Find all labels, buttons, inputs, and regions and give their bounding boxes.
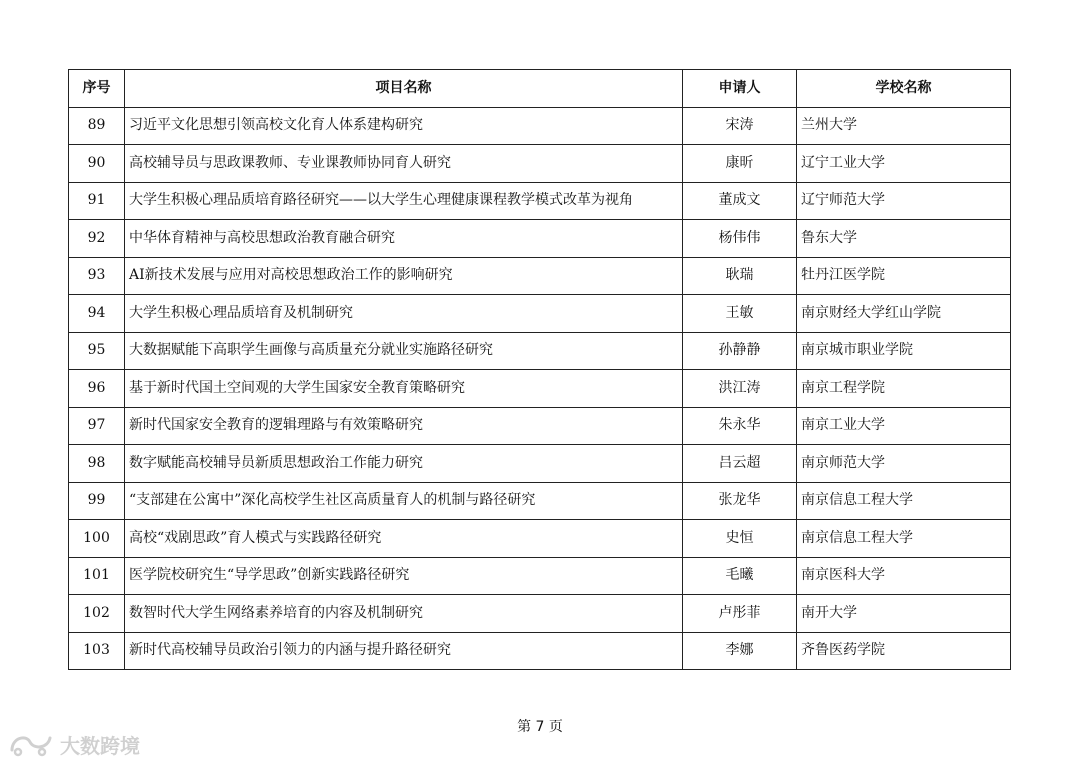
cell-school: 南京医科大学 [797,557,1011,595]
table-row [69,182,1011,220]
cell-school: 南京工程学院 [797,370,1011,408]
cell-name: 医学院校研究生“导学思政”创新实践路径研究 [125,557,683,595]
logo-icon [8,730,54,758]
table-row [69,595,1011,633]
cell-no: 89 [69,107,125,145]
cell-applicant: 董成文 [683,182,797,220]
cell-school: 兰州大学 [797,107,1011,145]
page-number: 第 7 页 [517,719,563,735]
table-row [69,520,1011,558]
cell-name: 大数据赋能下高职学生画像与高质量充分就业实施路径研究 [125,332,683,370]
table-row [69,632,1011,670]
cell-name: 高校辅导员与思政课教师、专业课教师协同育人研究 [125,145,683,183]
cell-name: 中华体育精神与高校思想政治教育融合研究 [125,220,683,258]
cell-name: “支部建在公寓中”深化高校学生社区高质量育人的机制与路径研究 [125,482,683,520]
cell-applicant: 吕云超 [683,445,797,483]
header-no: 序号 [69,70,125,108]
cell-applicant: 史恒 [683,520,797,558]
cell-school: 南京财经大学红山学院 [797,295,1011,333]
table-row [69,370,1011,408]
cell-no: 94 [69,295,125,333]
cell-applicant: 洪江涛 [683,370,797,408]
table-row [69,407,1011,445]
cell-name: 大学生积极心理品质培育路径研究——以大学生心理健康课程教学模式改革为视角 [125,182,683,220]
cell-applicant: 杨伟伟 [683,220,797,258]
cell-name: 大学生积极心理品质培育及机制研究 [125,295,683,333]
cell-applicant: 卢彤菲 [683,595,797,633]
table-row [69,332,1011,370]
watermark [8,729,140,759]
cell-school: 南京城市职业学院 [797,332,1011,370]
cell-no: 90 [69,145,125,183]
cell-no: 99 [69,482,125,520]
table-row [69,257,1011,295]
cell-no: 98 [69,445,125,483]
project-table [68,69,1011,670]
cell-school: 南京师范大学 [797,445,1011,483]
cell-school: 南开大学 [797,595,1011,633]
cell-applicant: 王敏 [683,295,797,333]
table-row [69,220,1011,258]
header-school: 学校名称 [797,70,1011,108]
cell-name: 习近平文化思想引领高校文化育人体系建构研究 [125,107,683,145]
table-header-row [69,70,1011,108]
cell-applicant: 张龙华 [683,482,797,520]
cell-school: 牡丹江医学院 [797,257,1011,295]
table-row [69,107,1011,145]
watermark-text: 大数跨境 [60,733,140,758]
cell-school: 鲁东大学 [797,220,1011,258]
cell-school: 南京工业大学 [797,407,1011,445]
cell-no: 97 [69,407,125,445]
cell-name: 基于新时代国土空间观的大学生国家安全教育策略研究 [125,370,683,408]
cell-no: 96 [69,370,125,408]
table-row [69,445,1011,483]
cell-applicant: 毛曦 [683,557,797,595]
table-row [69,482,1011,520]
cell-name: AI新技术发展与应用对高校思想政治工作的影响研究 [125,257,683,295]
table-row [69,145,1011,183]
cell-no: 92 [69,220,125,258]
cell-applicant: 朱永华 [683,407,797,445]
header-applicant: 申请人 [683,70,797,108]
cell-name: 数字赋能高校辅导员新质思想政治工作能力研究 [125,445,683,483]
cell-name: 新时代国家安全教育的逻辑理路与有效策略研究 [125,407,683,445]
cell-name: 数智时代大学生网络素养培育的内容及机制研究 [125,595,683,633]
cell-no: 102 [69,595,125,633]
cell-applicant: 孙静静 [683,332,797,370]
cell-applicant: 康昕 [683,145,797,183]
cell-no: 91 [69,182,125,220]
cell-applicant: 李娜 [683,632,797,670]
cell-applicant: 宋涛 [683,107,797,145]
header-name: 项目名称 [125,70,683,108]
cell-school: 齐鲁医药学院 [797,632,1011,670]
cell-name: 高校“戏剧思政”育人模式与实践路径研究 [125,520,683,558]
cell-applicant: 耿瑞 [683,257,797,295]
cell-no: 101 [69,557,125,595]
table-row [69,557,1011,595]
cell-no: 95 [69,332,125,370]
cell-school: 辽宁工业大学 [797,145,1011,183]
cell-school: 辽宁师范大学 [797,182,1011,220]
cell-school: 南京信息工程大学 [797,520,1011,558]
cell-no: 93 [69,257,125,295]
cell-name: 新时代高校辅导员政治引领力的内涵与提升路径研究 [125,632,683,670]
table-row [69,295,1011,333]
cell-no: 103 [69,632,125,670]
cell-no: 100 [69,520,125,558]
cell-school: 南京信息工程大学 [797,482,1011,520]
